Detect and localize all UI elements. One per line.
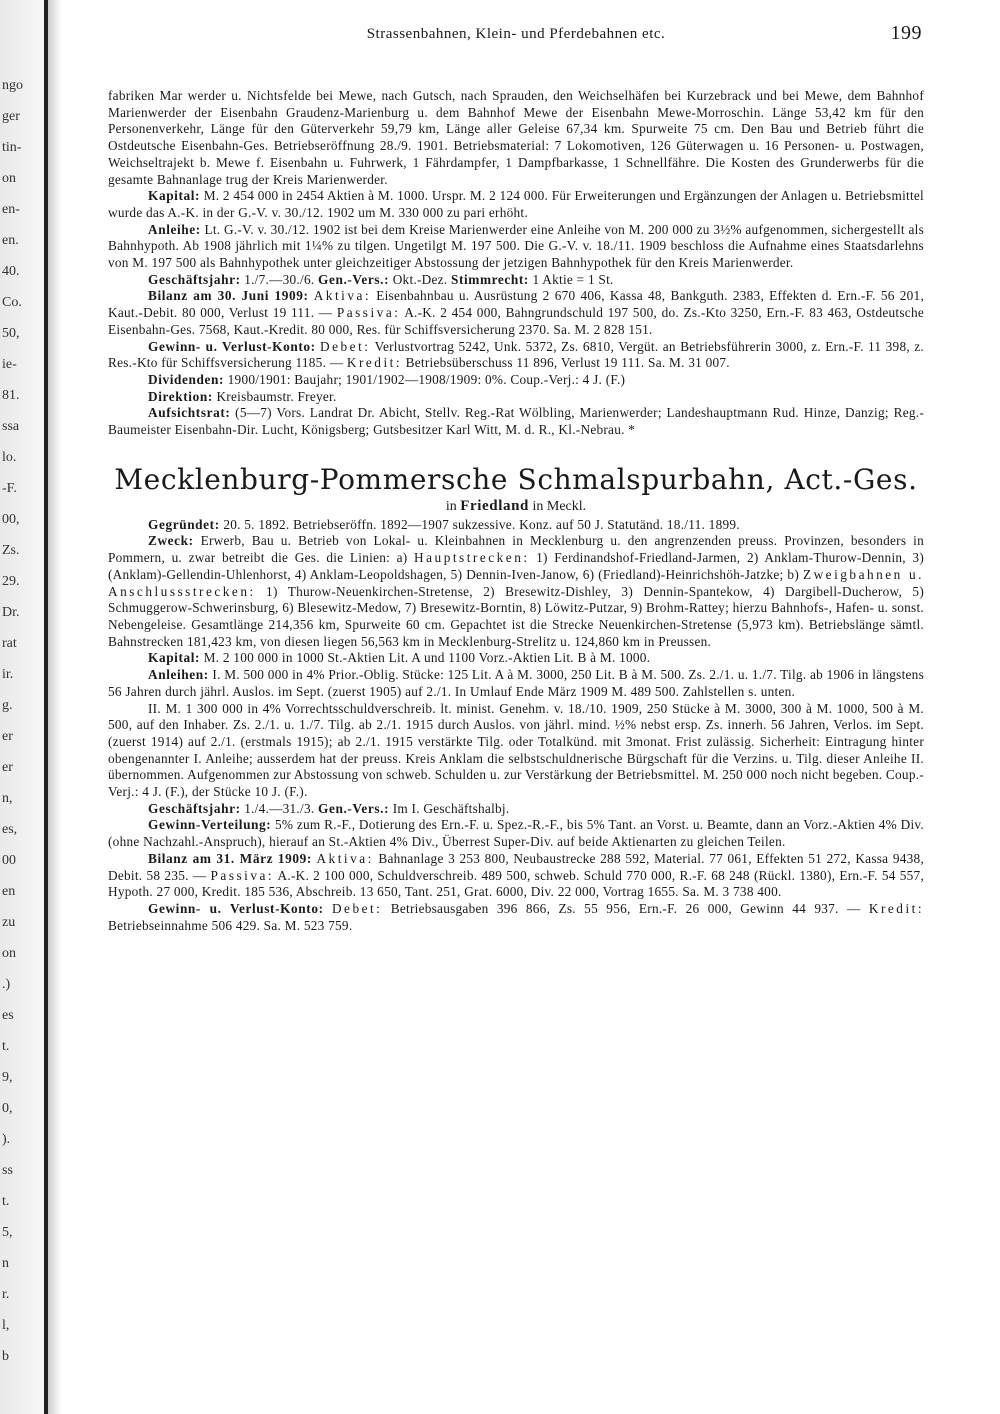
- zweigbahnen-word: Zweigbahnen u. Anschlussstrecken:: [108, 566, 924, 599]
- guv-kredit: Betriebsüberschuss 11 896, Verlust 19 111. Sa. M. 31 007.: [405, 355, 730, 371]
- location-suffix: in Meckl.: [532, 498, 587, 514]
- anleihen-text-1: I. M. 500 000 in 4% Prior.-Oblig. Stücke: 125 Lit. A à M. 3000, 250 Lit. B à M. 500. Zs. 2./1. u. 1./7. Tilg. ab 1906 in längstens 56 Jahren durch jährl. Auslos. im Sept. (zuerst 1905) auf 2./1. In Umlauf Ende März 1909 M. 489 500. Zahlstellen s. unten.: [108, 667, 924, 699]
- prev-margin-fragment: ss: [2, 1163, 13, 1178]
- gutter-shadow: [48, 0, 62, 1414]
- direktion-text: Kreisbaumstr. Freyer.: [216, 388, 337, 404]
- bilanz2-passiva: A.-K. 2 100 000, Schuldverschreib. 489 500, schweb. Schuld 770 000, R.-F. 68 248 (Rückl. 1380), Ern.-F. 54 557, Hypoth. 27 000, Kredit. 185 536, Abschreib. 13 650, Tant. 251, Grat. 6000, Div. 22 000, Vortrag 1655. Sa. M. 3 738 400.: [108, 867, 925, 900]
- kapital2-label: Kapital:: [148, 650, 201, 666]
- page: [108, 22, 924, 934]
- debet2-word: Debet:: [331, 900, 383, 916]
- prev-margin-fragment: 9,: [2, 1070, 13, 1085]
- gj-label: Geschäftsjahr:: [148, 271, 241, 287]
- prev-margin-fragment: Co.: [2, 295, 22, 310]
- stimmrecht-text: 1 Aktie = 1 St.: [532, 271, 614, 287]
- bilanz-passiva: A.-K. 2 454 000, Bahngrundschuld 197 500, do. Zs.-Kto 3250, Ern.-F. 83 463, Ostdeutsche Eisenbahn-Ges. 7568, Kaut.-Kredit. 80 000, Res. für Schiffsversicherung 2370. Sa. M. 2 828 151.: [108, 305, 924, 337]
- prev-margin-fragment: 29.: [2, 574, 20, 589]
- prev-margin-fragment: 50,: [2, 326, 20, 341]
- debet-word: Debet:: [320, 338, 371, 354]
- passiva2-word: Passiva:: [210, 867, 275, 883]
- prev-margin-fragment: zu: [2, 915, 16, 930]
- intro-paragraph: fabriken Mar werder u. Nichtsfelde bei Mewe, nach Gutsch, nach Sprauden, den Weichselhäfen bei Kurzebrack und bei Mewe, dem Bahnhof Marienwerder der Eisenbahn Graudenz-Marienburg u. dem Bahnhof Mewe der Eisenbahn Mewe-Morroschin. Länge 53,42 km für den Personenverkehr, Länge für den Güterverkehr 59,79 km, Länge aller Geleise 67,34 km. Spurweite 75 cm. Den Bau und Betrieb führt die Ostdeutsche Eisenbahn-Ges. Betriebseröffnung 28./9. 1901. Betriebsmaterial: 7 Lokomotiven, 126 Güterwagen u. 16 Personen- u. Postwagen, Weichseltrajekt b. Mewe f. Eisenbahn u. Fuhrwerk, 1 Fährdampfer, 1 Dampfbarkasse, 1 Schnellfähre. Die Kosten des Grunderwerbs für die gesamte Bahnanlage trug der Kreis Marienwerder.: [108, 88, 924, 187]
- prev-margin-fragment: Zs.: [2, 543, 20, 558]
- gewinn-verteilung-entry: [108, 817, 924, 850]
- kapital-text: M. 2 454 000 in 2454 Aktien à M. 1000. Urspr. M. 2 124 000. Für Erweiterungen und Ergänzungen der Anlagen u. Betriebsmittel wurde das A.-K. in der G.-V. v. 30./12. 1902 um M. 330 000 zu pari erhöht.: [108, 188, 925, 220]
- prev-margin-fragment: 5,: [2, 1225, 13, 1240]
- geschaeftsjahr2-entry: [108, 801, 924, 818]
- prev-margin-fragment: ).: [2, 1132, 11, 1147]
- prev-margin-fragment: 00: [2, 853, 16, 868]
- prev-margin-fragment: er: [2, 760, 13, 775]
- dividenden-entry: [108, 372, 924, 389]
- prev-margin-fragment: -F.: [2, 481, 17, 496]
- gewinn-verteilung-label: Gewinn-Verteilung:: [148, 817, 272, 833]
- kapital-label: Kapital:: [148, 188, 201, 204]
- gv2-label: Gen.-Vers.:: [318, 800, 390, 816]
- dividenden-text: 1900/1901: Baujahr; 1901/1902—1908/1909: 0%. Coup.-Verj.: 4 J. (F.): [227, 371, 626, 387]
- prev-margin-fragment: es: [2, 1008, 14, 1023]
- zweck-text-1: Erwerb, Bau u. Betrieb von Lokal- u. Kleinbahnen in Mecklenburg u. den angrenzenden preuss. Provinzen, besonders in Pommern, u. zwar betreibt die Ges. die Linien: a): [108, 533, 924, 566]
- kredit-word: Kredit:: [346, 355, 403, 371]
- hauptstrecken-word: Hauptstrecken:: [414, 550, 530, 566]
- prev-margin-fragment: 40.: [2, 264, 20, 279]
- dividenden-label: Dividenden:: [148, 371, 225, 387]
- gegruendet-text: 20. 5. 1892. Betriebseröffn. 1892—1907 sukzessive. Konz. auf 50 J. Statutänd. 18./11. 1899.: [223, 516, 740, 532]
- running-head: [108, 22, 924, 48]
- prev-margin-fragment: ngo: [2, 78, 23, 93]
- aufsichtsrat-label: Aufsichtsrat:: [148, 405, 231, 421]
- aktiva2-word: Aktiva:: [316, 850, 374, 866]
- prev-margin-fragment: n,: [2, 791, 13, 806]
- prev-margin-fragment: 81.: [2, 388, 20, 403]
- stimmrecht-label: Stimmrecht:: [450, 271, 529, 287]
- guv2-label: Gewinn- u. Verlust-Konto:: [148, 900, 324, 916]
- gj-text: 1./7.—30./6.: [244, 271, 315, 287]
- prev-margin-fragment: tin-: [2, 140, 22, 155]
- gv-text: Okt.-Dez.: [392, 271, 448, 287]
- direktion-label: Direktion:: [148, 388, 213, 404]
- anleihe-text: Lt. G.-V. v. 30./12. 1902 ist bei dem Kreise Marienwerder eine Anleihe von M. 200 000 zu 3½% aufgenommen, sichergestellt als Bahnhypoth. Ab 1908 jährlich mit 1¼% zu tilgen. Ungetilgt M. 197 500. Die G.-V. v. 18./11. 1909 beschloss die Aufnahme eines Staatsdarlehns von M. 197 500 als Bahnhypothek unter gleichzeitiger Abstossung der jetzigen Bahnhypothek für den Kreis Marienwerder.: [108, 221, 924, 271]
- anleihen-entry: [108, 667, 924, 700]
- prev-margin-fragment: b: [2, 1349, 9, 1364]
- zweck-text-2: 1) Ferdinandshof-Friedland-Jarmen, 2) Anklam-Thurow-Dennin, 3) (Anklam)-Gellendin-Uhlenhorst, 4) Anklam-Leopoldshagen, 5) Dennin-Iven-Janow, 6) (Friedland)-Heinrichshöh-Jatzke; b): [108, 550, 925, 582]
- prev-margin-fragment: lo.: [2, 450, 17, 465]
- gv-label: Gen.-Vers.:: [318, 271, 390, 287]
- prev-margin-fragment: l,: [2, 1318, 10, 1333]
- prev-margin-fragment: rat: [2, 636, 17, 651]
- gj2-text: 1./4.—31./3.: [244, 800, 315, 816]
- gegruendet-label: Gegründet:: [148, 516, 220, 532]
- running-head-title: Strassenbahnen, Klein- und Pferdebahnen etc.: [366, 26, 666, 42]
- company-title: Mecklenburg-Pommersche Schmalspurbahn, Act.-Ges.: [114, 462, 918, 496]
- prev-margin-fragment: on: [2, 171, 16, 186]
- page-number: 199: [890, 22, 922, 44]
- zweck-text-3: 1) Thurow-Neuenkirchen-Stretense, 2) Bresewitz-Dishley, 3) Dennin-Spantekow, 4) Dargibell-Ducherow, 5) Schmuggerow-Schwerinsburg, 6) Blesewitz-Medow, 7) Bresewitz-Borntin, 8) Löwitz-Putzar, 9) Brohm-Rattey; hierzu Bahnhofs-, Hafen- u. sonst. Nebengeleise. Gesamtlänge 214,356 km, Spurweite 60 cm. Gepachtet ist die Strecke Neuenkirchen-Stretense (5,973 km). Betriebslänge sämtl. Bahnstrecken 181,423 km, von diesen liegen 56,563 km in Mecklenburg-Strelitz u. 124,860 km in Preussen.: [108, 583, 924, 649]
- kapital-entry: [108, 188, 924, 221]
- location-prefix: in: [445, 498, 457, 514]
- zweck-label: Zweck:: [148, 533, 194, 549]
- prev-margin-fragment: ir.: [2, 667, 14, 682]
- aufsichtsrat-text: (5—7) Vors. Landrat Dr. Abicht, Stellv. Reg.-Rat Wölbling, Marienwerder; Landeshauptmann Rud. Hinze, Danzig; Reg.-Baumeister Eisenbahn-Dir. Lucht, Königsberg; Gutsbesitzer Karl Witt, M. d. R., Kl.-Nebrau. *: [108, 405, 924, 438]
- prev-margin-fragment: t.: [2, 1194, 10, 1209]
- guv-debet: Verlustvortrag 5242, Unk. 5372, Zs. 6810, Vergüt. an Betriebsführerin 3000, z. Ern.-F. 11 398, z. Res.-Kto für Schiffsversicherung 1185. —: [108, 338, 925, 371]
- section-mecklenburg-pommersche: [108, 463, 924, 935]
- aufsichtsrat-entry: [108, 405, 924, 438]
- bilanz-entry: [108, 288, 924, 338]
- kapital2-entry: [108, 650, 924, 667]
- bilanz-label: Bilanz am 30. Juni 1909:: [148, 288, 309, 304]
- gegruendet-entry: [108, 517, 924, 534]
- prev-margin-fragment: g.: [2, 698, 13, 713]
- prev-margin-fragment: ger: [2, 109, 20, 124]
- aktiva-word: Aktiva:: [313, 288, 372, 304]
- prev-margin-fragment: en.: [2, 233, 19, 248]
- location-city: Friedland: [460, 497, 529, 514]
- prev-margin-fragment: en: [2, 884, 16, 899]
- bilanz2-label: Bilanz am 31. März 1909:: [148, 850, 312, 866]
- guv2-entry: [108, 901, 924, 934]
- guv2-kredit: Betriebseinnahme 506 429. Sa. M. 523 759.: [108, 917, 353, 933]
- prev-margin-fragment: on: [2, 946, 16, 961]
- guv-entry: [108, 339, 924, 372]
- prev-margin-fragment: er: [2, 729, 13, 744]
- anleihe-label: Anleihe:: [148, 221, 201, 237]
- company-location: [108, 498, 924, 515]
- prev-margin-fragment: Dr.: [2, 605, 20, 620]
- anleihen-ii-entry: II. M. 1 300 000 in 4% Vorrechtsschuldverschreib. lt. minist. Genehm. v. 18./10. 1909, 250 Stücke à M. 3000, 300 à M. 1000, 500 à M. 500, auf den Inhaber. Zs. 2./1. u. 1./7. Tilg. ab 2./1. 1915 durch Auslos. von jährl. mind. ½% nebst ersp. Zs. innerh. 56 Jahren, Verlos. im Sept. (zuerst 1914) auf 2./1. (erstmals 1915); ab 2./1. 1915 verstärkte Tilg. oder Totalkünd. mit 3monat. Frist zulässig. Sicherheit: Eintragung hinter obengenannter I. Anleihe; ausserdem hat der preuss. Kreis Anklam die selbstschuldnerische Bürgschaft für die Verzins. u. Tilg. dieser Anleihe II. übernommen. Aufgenommen zur Abstossung von schweb. Schulden u. zur Verstärkung der Betriebsmittel. M. 250 000 noch nicht begeben. Coup.-Verj.: 4 J. (F.), der Stücke 10 J. (F.).: [108, 700, 924, 800]
- prev-margin-fragment: r.: [2, 1287, 10, 1302]
- prev-margin-fragment: 00,: [2, 512, 20, 527]
- passiva-word: Passiva:: [336, 305, 401, 321]
- prev-margin-fragment: .): [2, 977, 11, 992]
- gv2-text: Im I. Geschäftshalbj.: [392, 800, 510, 816]
- prev-margin-fragment: ssa: [2, 419, 20, 434]
- geschaeftsjahr-entry: [108, 272, 924, 289]
- prev-margin-fragment: ie-: [2, 357, 17, 372]
- guv2-debet: Betriebsausgaben 396 866, Zs. 55 956, Ern.-F. 26 000, Gewinn 44 937. —: [390, 900, 861, 916]
- prev-margin-fragment: es,: [2, 822, 18, 837]
- prev-margin-fragment: 0,: [2, 1101, 13, 1116]
- bilanz-aktiva: Eisenbahnbau u. Ausrüstung 2 670 406, Kassa 48, Bankguth. 2383, Effekten d. Ern.-F. 56 201, Kaut.-Debit. 80 000, Verlust 19 111. —: [108, 288, 925, 321]
- guv-label: Gewinn- u. Verlust-Konto:: [148, 338, 316, 354]
- zweck-entry: [108, 533, 924, 650]
- gj2-label: Geschäftsjahr:: [148, 800, 241, 816]
- prev-margin-fragment: en-: [2, 202, 20, 217]
- direktion-entry: [108, 389, 924, 406]
- anleihen-label: Anleihen:: [148, 667, 209, 683]
- gewinn-verteilung-text: 5% zum R.-F., Dotierung des Ern.-F. u. Spez.-R.-F., bis 5% Tant. an Vorst. u. Beamte, dann an Vorz.-Aktien 4% Div. (ohne Nachzahl.-Anspruch), hierauf an St.-Aktien 4% Div., Überrest Super-Div. auf beide Aktienarten zu gleichen Teilen.: [108, 817, 924, 850]
- bilanz2-aktiva: Bahnanlage 3 253 800, Neubaustrecke 288 592, Material. 77 061, Effekten 51 272, Kassa 9438, Debit. 58 235. —: [108, 850, 924, 883]
- prev-margin-fragment: t.: [2, 1039, 10, 1054]
- section-marienwerder: [108, 88, 924, 439]
- prev-margin-fragment: n: [2, 1256, 9, 1271]
- bilanz2-entry: [108, 851, 924, 901]
- kredit2-word: Kredit:: [868, 900, 925, 916]
- kapital2-text: M. 2 100 000 in 1000 St.-Aktien Lit. A und 1100 Vorz.-Aktien Lit. B à M. 1000.: [203, 650, 651, 666]
- anleihe-entry: [108, 222, 924, 272]
